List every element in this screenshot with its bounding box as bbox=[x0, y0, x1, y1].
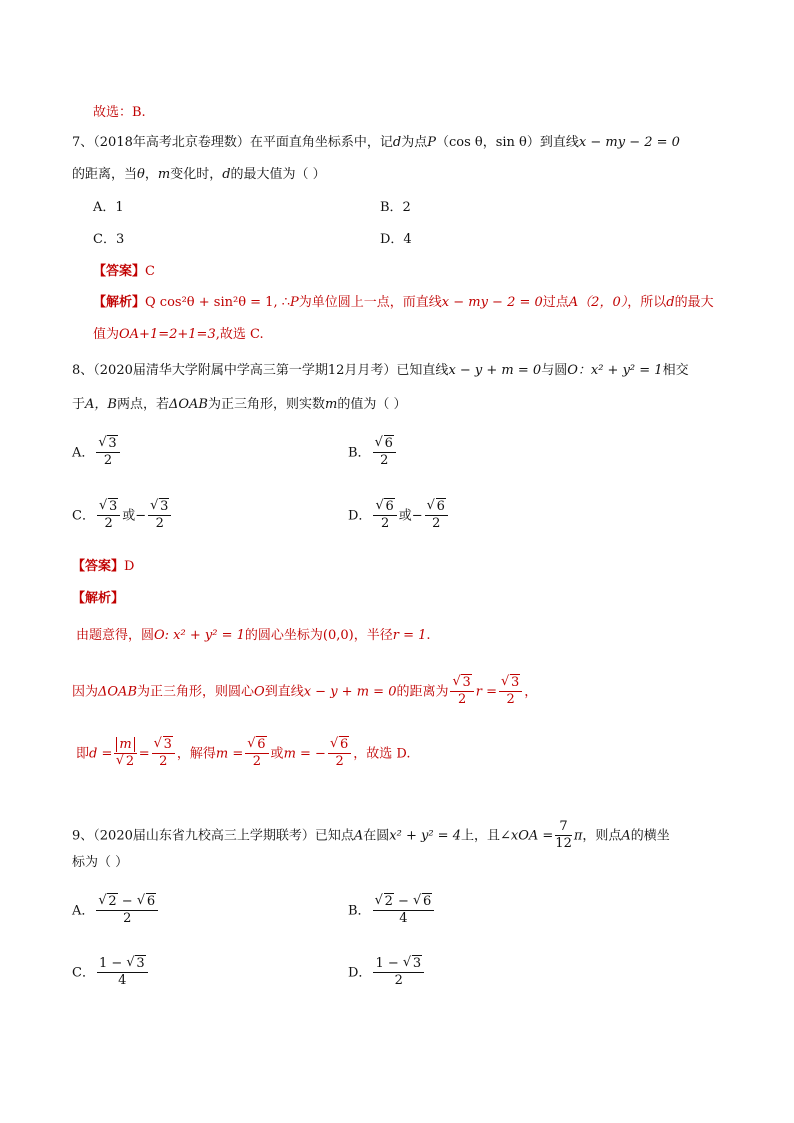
q7-point: （cos θ，sin θ） bbox=[435, 135, 540, 150]
q9-text: 已知点 bbox=[314, 828, 354, 844]
q7-point-A: A（2，0） bbox=[568, 295, 628, 310]
analysis-math: m = − bbox=[283, 746, 326, 762]
q7-text: 到直线 bbox=[539, 135, 579, 150]
denominator: 2 bbox=[380, 453, 389, 469]
q7-text: 为点 bbox=[401, 135, 428, 150]
analysis-text: ，半径 bbox=[353, 628, 393, 643]
q7-option-a: A．1 bbox=[93, 200, 124, 215]
numerator-part: 1 − bbox=[375, 956, 403, 971]
analysis-text: 为正三角形，则圆心 bbox=[137, 684, 255, 700]
option-label: C． bbox=[72, 965, 95, 981]
q7-analysis-line2 bbox=[93, 328, 264, 341]
denominator: 2 bbox=[380, 516, 390, 532]
denominator: 4 bbox=[118, 973, 127, 989]
analysis-math: r = 1 bbox=[392, 628, 427, 643]
radicand: 3 bbox=[412, 956, 422, 971]
denominator: 2 bbox=[123, 911, 132, 927]
fraction bbox=[148, 500, 171, 532]
radicand: 6 bbox=[146, 894, 156, 909]
fraction bbox=[373, 957, 424, 989]
radicand: 6 bbox=[257, 737, 266, 752]
q7-var-m: m bbox=[157, 167, 171, 182]
q8-option-d bbox=[348, 500, 450, 532]
radicand: 3 bbox=[108, 436, 117, 451]
q8-analysis-step1 bbox=[76, 629, 431, 642]
fraction: √ $\frac{2 - √ 6}{4}$ bbox=[373, 895, 435, 927]
denominator: 2 bbox=[104, 516, 113, 532]
analysis-math: O: x² + y² = 1 bbox=[154, 628, 245, 643]
option-label: D． bbox=[348, 508, 372, 524]
analysis-text: ，解得 bbox=[176, 746, 216, 762]
q8-analysis-label: 【解析】 bbox=[72, 591, 125, 606]
q7-text: 变化时， bbox=[170, 167, 223, 182]
analysis-text: 的距离为 bbox=[396, 684, 449, 700]
analysis-label: 【解析】 bbox=[93, 295, 146, 310]
q7-var-d: d bbox=[666, 295, 675, 310]
q8-circle-name: O： bbox=[567, 363, 591, 378]
analysis-math: O bbox=[254, 684, 265, 700]
q7-stem-line2 bbox=[72, 168, 326, 181]
q9-text: 的横坐 bbox=[630, 828, 670, 844]
q8-text: 与圆 bbox=[541, 363, 568, 378]
denominator: 2 bbox=[335, 754, 344, 770]
option-or: 或− bbox=[122, 508, 147, 524]
q9-var-A: A bbox=[621, 828, 631, 844]
radicand: 2 bbox=[108, 894, 117, 909]
q7-var-P: P bbox=[427, 135, 436, 150]
q9-circle-equation: x² + y² = 4 bbox=[389, 828, 461, 844]
analysis-math: ΔOAB bbox=[98, 684, 138, 700]
fraction bbox=[328, 738, 351, 770]
answer-value: C bbox=[145, 264, 155, 279]
q7-option-b: B．2 bbox=[380, 200, 411, 215]
q8-text: 已知直线 bbox=[396, 363, 449, 378]
fraction bbox=[97, 957, 148, 989]
radicand: 3 bbox=[163, 737, 172, 752]
radicand: 6 bbox=[436, 499, 445, 514]
q7-text: 的最大值为（ ） bbox=[230, 167, 326, 182]
analysis-math: r = bbox=[475, 684, 498, 700]
q8-option-a bbox=[72, 437, 122, 469]
denominator: 4 bbox=[399, 911, 408, 927]
q9-stem-line1 bbox=[72, 820, 670, 852]
analysis-text: ,故选 C. bbox=[215, 327, 264, 342]
numerator: 7 bbox=[555, 820, 572, 836]
q7-text: 的距离，当 bbox=[72, 167, 138, 182]
q8-number: 8、 bbox=[72, 363, 94, 378]
q9-number: 9、 bbox=[72, 828, 94, 844]
q7-stem-line1 bbox=[72, 136, 680, 149]
q7-option-d: D．4 bbox=[380, 232, 412, 247]
denominator: 2 bbox=[432, 516, 441, 532]
fraction: √ $\frac{2 - √ 6}{2}$ bbox=[96, 895, 158, 927]
abs-m: m bbox=[116, 737, 134, 752]
denominator: 2 bbox=[506, 692, 515, 708]
q7-answer bbox=[93, 265, 155, 278]
fraction bbox=[114, 738, 136, 770]
q8-analysis-step2 bbox=[72, 676, 537, 708]
q7-text: ， bbox=[144, 167, 158, 182]
q9-option-a bbox=[72, 895, 160, 927]
radicand: 3 bbox=[511, 675, 520, 690]
q9-stem-line2: 标为（ ） bbox=[72, 855, 129, 870]
denominator: 2 bbox=[155, 516, 164, 532]
q8-text: 两点，若 bbox=[116, 397, 169, 412]
fraction bbox=[373, 500, 396, 532]
answer-value: D bbox=[124, 559, 135, 574]
radicand: 2 bbox=[125, 754, 135, 770]
fraction bbox=[245, 738, 268, 770]
radicand: 3 bbox=[462, 675, 471, 690]
q7-line-equation: x − my − 2 = 0 bbox=[578, 135, 680, 150]
option-label: B． bbox=[348, 445, 371, 461]
analysis-text: 即 bbox=[76, 746, 90, 762]
analysis-text: ， bbox=[524, 684, 538, 700]
fraction bbox=[152, 738, 175, 770]
q9-option-c bbox=[72, 957, 150, 989]
q8-source: （2020届清华大学附属中学高三第一学期12月月考） bbox=[93, 363, 397, 378]
q8-text: 为正三角形，则实数 bbox=[207, 397, 325, 412]
analysis-text: 或 bbox=[270, 746, 284, 762]
radicand: 6 bbox=[339, 737, 349, 752]
radicand: 3 bbox=[108, 499, 118, 514]
fraction bbox=[450, 676, 473, 708]
q8-text: 相交 bbox=[662, 363, 689, 378]
radicand: 3 bbox=[136, 956, 145, 971]
analysis-math: x − y + m = 0 bbox=[303, 684, 397, 700]
q9-var-A: A bbox=[353, 828, 364, 844]
q7-line-equation: x − my − 2 = 0 bbox=[441, 295, 543, 310]
q8-points: A，B bbox=[85, 397, 117, 412]
pi-symbol: π bbox=[573, 828, 583, 844]
q8-option-c bbox=[72, 500, 173, 532]
option-label: D． bbox=[348, 965, 372, 981]
denominator: 2 bbox=[159, 754, 168, 770]
q8-var-m: m bbox=[325, 397, 338, 412]
q7-var-d: d bbox=[222, 167, 231, 182]
analysis-text: 的圆心坐标为 bbox=[244, 628, 323, 643]
fraction bbox=[499, 676, 522, 708]
q7-option-c: C．3 bbox=[93, 232, 125, 247]
q9-angle: ∠xOA = bbox=[500, 828, 554, 844]
option-label: B． bbox=[348, 903, 371, 919]
radicand: 6 bbox=[385, 499, 394, 514]
analysis-text: 过点 bbox=[542, 295, 569, 310]
q8-analysis-step3: 即d = m √ 2 = √ $\frac{3}{2}$ ，解得m = √ $\frac{6}{2}$ 或m = − √ $\frac{6}{2}$ ，故选 D. bbox=[76, 738, 410, 770]
q9-text: 在圆 bbox=[363, 828, 390, 844]
analysis-text: 到直线 bbox=[264, 684, 304, 700]
q8-stem-line2 bbox=[72, 398, 406, 411]
q7-text: 在平面直角坐标系中，记 bbox=[249, 135, 393, 150]
answer-label: 【答案】 bbox=[93, 264, 146, 279]
q7-analysis-line1 bbox=[93, 296, 714, 309]
option-label: C． bbox=[72, 508, 95, 524]
q8-circle-equation: x² + y² = 1 bbox=[590, 363, 663, 378]
denominator: 2 bbox=[252, 754, 262, 770]
q8-line-equation: x − y + m = 0 bbox=[448, 363, 542, 378]
q8-text: 的值为（ ） bbox=[337, 397, 407, 412]
analysis-text: ，故选 D. bbox=[353, 746, 411, 762]
analysis-text: Q cos²θ + sin²θ = 1, ∴ bbox=[145, 295, 290, 310]
q7-var-P: P bbox=[289, 295, 299, 310]
answer-label: 【答案】 bbox=[72, 559, 125, 574]
analysis-text: 为单位圆上一点，而直线 bbox=[298, 295, 442, 310]
q9-option-b bbox=[348, 895, 436, 927]
numerator-part: 1 − bbox=[98, 956, 127, 971]
denominator: 2 bbox=[394, 973, 403, 989]
analysis-text: ，所以 bbox=[627, 295, 667, 310]
q9-text: 上，且 bbox=[460, 828, 500, 844]
prev-conclusion: 故选：B. bbox=[93, 105, 146, 120]
fraction bbox=[425, 500, 448, 532]
fraction bbox=[373, 437, 396, 469]
analysis-text: . bbox=[426, 628, 431, 643]
q8-option-b bbox=[348, 437, 398, 469]
radicand: 2 bbox=[384, 894, 393, 909]
option-label: A． bbox=[72, 903, 95, 919]
q7-number: 7、 bbox=[72, 135, 94, 150]
fraction bbox=[96, 437, 119, 469]
fraction bbox=[97, 500, 120, 532]
denominator: 2 bbox=[103, 453, 113, 469]
q7-var-theta: θ bbox=[137, 167, 145, 182]
denominator: 12 bbox=[555, 836, 572, 852]
fraction bbox=[555, 820, 572, 852]
q9-text: ，则点 bbox=[582, 828, 622, 844]
q8-stem-line1 bbox=[72, 364, 689, 377]
q7-source: （2018年高考北京卷理数） bbox=[93, 135, 250, 150]
analysis-math: m = bbox=[215, 746, 244, 762]
analysis-math: (0,0) bbox=[322, 628, 354, 643]
q9-source: （2020届山东省九校高三上学期联考） bbox=[93, 828, 315, 844]
q8-text: 于 bbox=[72, 397, 86, 412]
radicand: 3 bbox=[160, 499, 169, 514]
q8-answer bbox=[72, 560, 134, 573]
radicand: 6 bbox=[384, 436, 393, 451]
denominator: 2 bbox=[457, 692, 467, 708]
q7-var-d: d bbox=[392, 135, 402, 150]
q8-triangle: ΔOAB bbox=[168, 397, 208, 412]
analysis-text: 因为 bbox=[72, 684, 99, 700]
analysis-text: 的最大 bbox=[674, 295, 714, 310]
option-or: 或− bbox=[398, 508, 423, 524]
radicand: 6 bbox=[423, 894, 432, 909]
analysis-text: 由题意得，圆 bbox=[76, 628, 155, 643]
analysis-math: OA+1=2+1=3 bbox=[119, 327, 216, 342]
analysis-math: d = bbox=[89, 746, 113, 762]
option-label: A． bbox=[72, 445, 95, 461]
analysis-text: 值为 bbox=[93, 327, 120, 342]
q9-option-d bbox=[348, 957, 426, 989]
